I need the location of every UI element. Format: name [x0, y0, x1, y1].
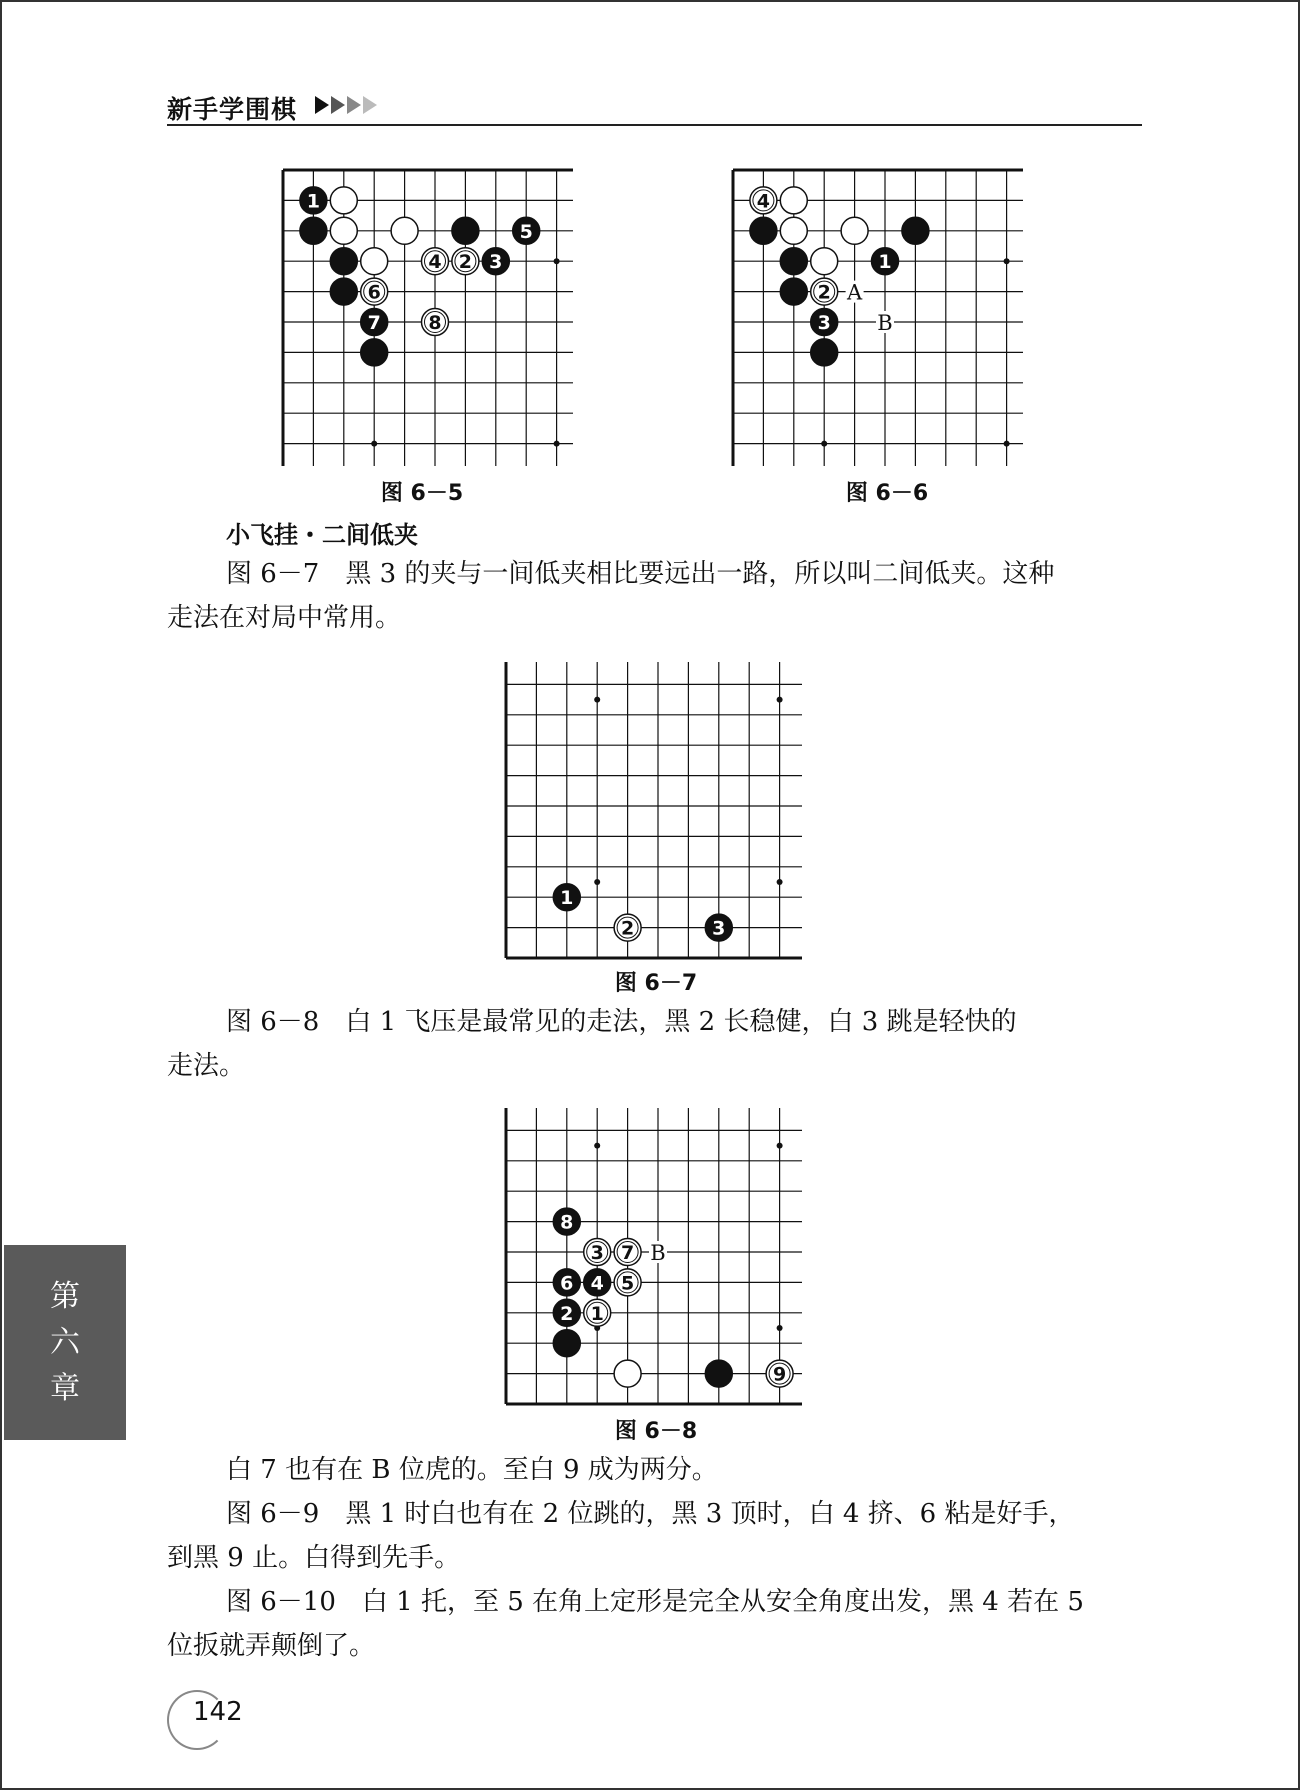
- page-number: 142: [193, 1697, 243, 1727]
- black-stone: [705, 1360, 732, 1387]
- white-stone: [811, 278, 838, 305]
- black-stone: [553, 1269, 580, 1296]
- move-number: 2: [458, 251, 473, 274]
- go-board-fig-6-8: [506, 1108, 802, 1404]
- black-stone: [482, 248, 509, 275]
- black-stone: [584, 1269, 611, 1296]
- go-board-fig-6-7: [506, 662, 802, 958]
- white-stone: [780, 187, 807, 214]
- move-number: 7: [367, 312, 381, 334]
- move-number: 5: [620, 1272, 635, 1295]
- move-number: 6: [367, 281, 381, 304]
- move-number: 4: [590, 1272, 604, 1295]
- move-number: 3: [712, 917, 726, 940]
- chapter-tab-char-3: 章: [50, 1370, 80, 1406]
- chapter-tab-char-2: 六: [50, 1324, 80, 1360]
- hoshi-point: [777, 697, 783, 703]
- paragraph-4-line-2: 到黑 9 止。白得到先手。: [167, 1543, 461, 1573]
- hoshi-point: [1004, 258, 1010, 264]
- move-number: 1: [590, 1302, 604, 1325]
- move-number: 1: [306, 190, 321, 213]
- move-number: 4: [756, 190, 771, 213]
- figure-caption-6-5: 图 6－5: [380, 481, 464, 506]
- move-number: 2: [817, 281, 831, 304]
- black-stone: [361, 339, 388, 366]
- white-stone: [584, 1239, 611, 1266]
- move-number: 9: [772, 1363, 787, 1386]
- move-number: 4: [428, 251, 442, 274]
- paragraph-1-line-1: 图 6－7 黑 3 的夹与一间低夹相比要远出一路，所以叫二间低夹。这种: [226, 559, 1055, 589]
- white-stone: [614, 1269, 641, 1296]
- running-header: [167, 88, 1142, 126]
- white-stone: [361, 248, 388, 275]
- white-stone: [766, 1360, 793, 1387]
- paragraph-3-line-1: 白 7 也有在 B 位虎的。至白 9 成为两分。: [226, 1455, 718, 1485]
- go-board-fig-6-5: [283, 170, 573, 466]
- paragraph-1: [167, 552, 1142, 640]
- white-stone: [584, 1299, 611, 1326]
- paragraph-5: [167, 1580, 1142, 1668]
- black-stone: [330, 248, 357, 275]
- black-stone: [705, 914, 732, 941]
- white-stone: [750, 187, 777, 214]
- white-stone: [330, 187, 357, 214]
- black-stone: [513, 217, 540, 244]
- paragraph-2-line-2: 走法。: [167, 1051, 246, 1081]
- move-number: 1: [878, 251, 892, 274]
- white-stone: [780, 217, 807, 244]
- hoshi-point: [777, 879, 783, 885]
- paragraph-4: [167, 1492, 1142, 1580]
- black-stone: [811, 309, 838, 336]
- move-number: 6: [560, 1272, 574, 1295]
- move-number: 7: [620, 1242, 635, 1264]
- black-stone: [452, 217, 479, 244]
- white-stone: [841, 217, 868, 244]
- header-arrows-icon: [315, 94, 377, 116]
- figure-caption-6-6: 图 6－6: [845, 481, 929, 506]
- hoshi-point: [594, 1143, 600, 1149]
- header-title: 新手学围棋: [167, 95, 298, 124]
- svg-text:A: A: [847, 280, 863, 305]
- paragraph-1-line-2: 走法在对局中常用。: [167, 603, 402, 633]
- hoshi-point: [821, 441, 827, 447]
- white-stone: [391, 217, 418, 244]
- move-number: 2: [620, 917, 635, 940]
- move-number: 8: [428, 312, 442, 334]
- hoshi-point: [1004, 441, 1010, 447]
- white-stone: [811, 248, 838, 275]
- black-stone: [300, 217, 327, 244]
- move-number: 3: [489, 251, 503, 274]
- white-stone: [614, 1239, 641, 1266]
- paragraph-2: [167, 1000, 1142, 1088]
- hoshi-point: [777, 1325, 783, 1331]
- white-stone: [361, 278, 388, 305]
- black-stone: [553, 1208, 580, 1235]
- figure-caption-6-7: 图 6－7: [614, 971, 698, 996]
- move-number: 8: [560, 1211, 574, 1234]
- hoshi-point: [554, 258, 560, 264]
- move-number: 2: [560, 1302, 574, 1325]
- paragraph-5-line-2: 位扳就弄颠倒了。: [167, 1631, 376, 1661]
- black-stone: [811, 339, 838, 366]
- board-label: [876, 311, 894, 335]
- black-stone: [780, 278, 807, 305]
- board-label: [846, 281, 864, 305]
- white-stone: [422, 248, 449, 275]
- white-stone: [422, 309, 449, 336]
- board-grid: [506, 662, 802, 958]
- black-stone: [553, 1299, 580, 1326]
- chapter-tab-char-1: 第: [50, 1278, 80, 1314]
- hoshi-point: [777, 1143, 783, 1149]
- black-stone: [300, 187, 327, 214]
- svg-text:B: B: [650, 1241, 666, 1265]
- move-number: 3: [817, 312, 831, 334]
- white-stone: [614, 1360, 641, 1387]
- go-board-fig-6-6: [733, 170, 1023, 466]
- black-stone: [780, 248, 807, 275]
- svg-text:B: B: [877, 311, 893, 335]
- black-stone: [902, 217, 929, 244]
- move-number: 5: [519, 220, 533, 243]
- paragraph-4-line-1: 图 6－9 黑 1 时白也有在 2 位跳的，黑 3 顶时，白 4 挤、6 粘是好手，: [226, 1499, 1075, 1529]
- white-stone: [330, 217, 357, 244]
- paragraph-5-line-1: 图 6－10 白 1 托，至 5 在角上定形是完全从安全角度出发，黑 4 若在 5: [226, 1587, 1084, 1617]
- paragraph-3: [167, 1448, 1142, 1492]
- move-number: 1: [560, 887, 574, 910]
- black-stone: [553, 884, 580, 911]
- black-stone: [330, 278, 357, 305]
- white-stone: [614, 914, 641, 941]
- black-stone: [361, 309, 388, 336]
- hoshi-point: [594, 879, 600, 885]
- board-label: [649, 1241, 667, 1265]
- hoshi-point: [554, 441, 560, 447]
- black-stone: [872, 248, 899, 275]
- figure-caption-6-8: 图 6－8: [614, 1419, 698, 1444]
- hoshi-point: [594, 697, 600, 703]
- black-stone: [553, 1330, 580, 1357]
- black-stone: [750, 217, 777, 244]
- hoshi-point: [371, 441, 377, 447]
- chapter-tab: [4, 1245, 126, 1440]
- move-number: 3: [590, 1242, 604, 1264]
- section-subheading: 小飞挂・二间低夹: [226, 521, 418, 549]
- paragraph-2-line-1: 图 6－8 白 1 飞压是最常见的走法，黑 2 长稳健，白 3 跳是轻快的: [226, 1007, 1017, 1037]
- white-stone: [452, 248, 479, 275]
